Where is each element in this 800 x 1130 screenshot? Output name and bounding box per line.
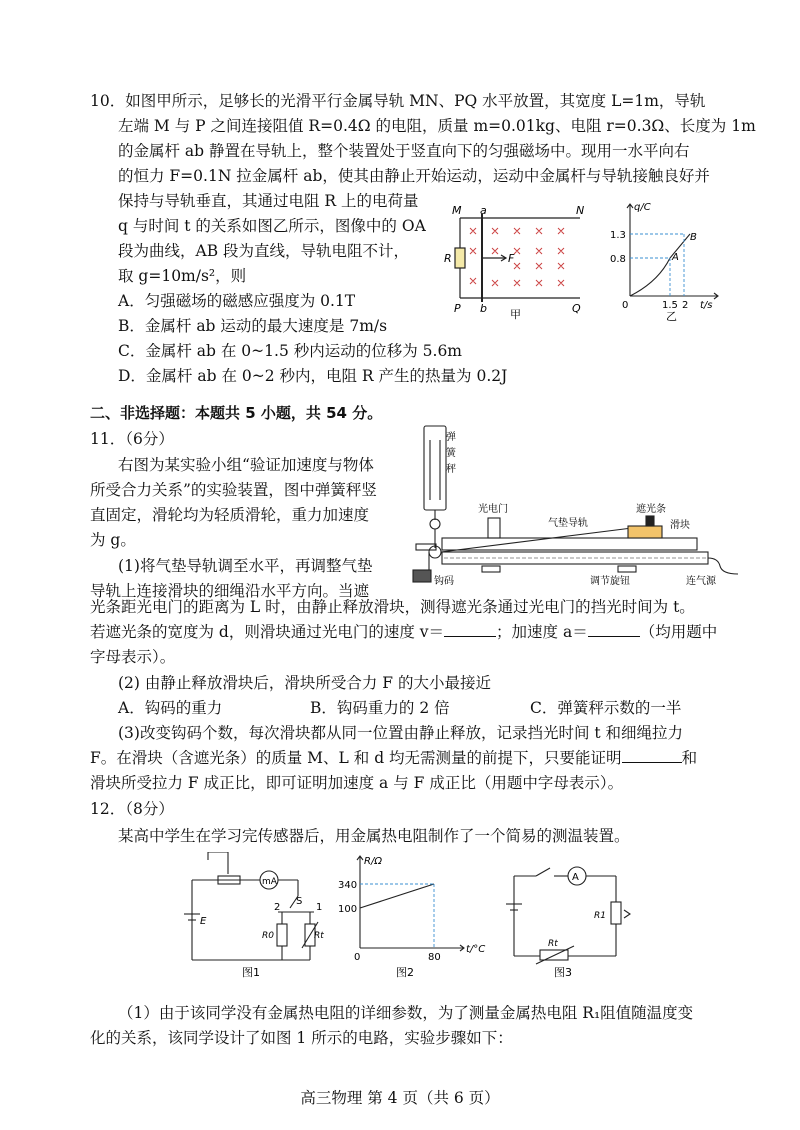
figure-jia: [440, 200, 600, 320]
q11-part-3a: (3)改变钩码个数，每次滑块都从同一位置由静止释放，记录挡光时间 t 和细绳拉力: [118, 724, 684, 742]
q11-option-c: C．弹簧秤示数的一半: [530, 699, 682, 717]
fig2-tick-80: 80: [428, 952, 441, 963]
q10-line-1: 10．如图甲所示，足够长的光滑平行金属导轨 MN、PQ 水平放置，其宽度 L=1m，导轨: [90, 92, 706, 110]
figure-3-circuit: [500, 852, 640, 982]
q11-line-2a: 若遮光条的宽度为 d，则滑块通过光电门的速度 v＝: [90, 623, 445, 641]
velocity-blank[interactable]: [444, 622, 496, 637]
q10-line-3: 的金属杆 ab 静置在导轨上，整个装置处于竖直向下的匀强磁场中。现用一水平向右: [118, 142, 690, 160]
fig2-tick-340: 340: [338, 880, 358, 891]
q11-line-2: [90, 621, 717, 643]
figure-air-track: [408, 420, 738, 592]
section-heading: 二、非选择题：本题共 5 小题，共 54 分。: [90, 404, 383, 422]
label-S: S: [296, 896, 303, 907]
label-knob: 调节旋钮: [590, 576, 630, 587]
q11-head: 11．（6分）: [90, 430, 174, 448]
yi-ylabel: q/C: [634, 202, 651, 213]
caption-fig2: 图2: [396, 966, 414, 979]
q11-option-a: A．钩码的重力: [118, 699, 223, 717]
label-Q: Q: [572, 302, 581, 315]
label-strip: 遮光条: [636, 504, 666, 515]
label-2: 2: [274, 902, 281, 913]
q12-part-1a: （1）由于该同学没有金属热电阻的详细参数，为了测量金属热电阻 R₁阻值随温度变: [118, 1004, 694, 1022]
q11-option-b: B．钩码重力的 2 倍: [310, 699, 450, 717]
label-P: P: [454, 302, 461, 315]
fig3-label-Rt: Rt: [548, 939, 558, 949]
q12-intro: 某高中学生在学习完传感器后，用金属热电阻制作了一个简易的测温装置。: [118, 827, 630, 845]
yi-point-B: B: [690, 232, 697, 243]
q11-intro-4: 为 g。: [90, 531, 136, 549]
figure-2-graph: [334, 852, 504, 982]
q11-part-3b1: F。在滑块（含遮光条）的质量 M、L 和 d 均无需测量的前提下，只要能证明: [90, 749, 622, 767]
label-weight: 钩码: [434, 576, 454, 587]
yi-tick-x2: 2: [682, 300, 689, 311]
fig2-ylabel: R/Ω: [364, 856, 382, 867]
q10-line-6: q 与时间 t 的关系如图乙所示，图像中的 OA: [118, 217, 426, 235]
q11-line-2c: （均用题中: [639, 623, 718, 641]
q11-part-3b: [90, 747, 697, 769]
q11-part-3b2: 和: [681, 749, 698, 767]
caption-fig1: 图1: [242, 966, 260, 979]
label-Rt: Rt: [314, 931, 324, 941]
q11-intro-3: 直固定，滑轮均为轻质滑轮，重力加速度: [90, 506, 370, 524]
q10-line-7: 段为曲线，AB 段为直线，导轨电阻不计，: [118, 242, 410, 260]
label-gate: 光电门: [478, 504, 508, 515]
label-spring-3: 秤: [446, 464, 456, 475]
yi-tick-y1: 1.3: [610, 230, 626, 241]
q11-part-3c: 滑块所受拉力 F 成正比，即可证明加速度 a 与 F 成正比（用题中字母表示）。: [90, 774, 624, 792]
proof-blank[interactable]: [622, 748, 682, 763]
label-E: E: [200, 916, 207, 927]
label-N: N: [576, 204, 585, 217]
label-slider: 滑块: [670, 520, 690, 531]
label-R: R: [444, 252, 452, 265]
caption-jia: 甲: [510, 308, 521, 320]
fig2-xlabel: t/°C: [466, 944, 486, 955]
caption-fig3: 图3: [554, 966, 572, 979]
q11-intro-5: (1)将气垫导轨调至水平，再调整气垫: [118, 557, 373, 575]
q11-intro-1: 右图为某实验小组“验证加速度与物体: [118, 456, 374, 474]
yi-origin: 0: [622, 300, 629, 311]
q10-line-8: 取 g=10m/s²，则: [118, 267, 247, 285]
q10-option-c: C．金属杆 ab 在 0~1.5 秒内运动的位移为 5.6m: [118, 342, 463, 360]
q12-part-1b: 化的关系，该同学设计了如图 1 所示的电路，实验步骤如下：: [90, 1029, 513, 1047]
label-F: F: [508, 252, 515, 265]
q11-line-3: 字母表示）。: [90, 648, 176, 666]
fig3-ammeter: A: [572, 872, 579, 883]
caption-yi: 乙: [666, 310, 677, 322]
q10-line-4: 的恒力 F=0.1N 拉金属杆 ab，使其由静止开始运动，运动中金属杆与导轨接触良好并: [118, 167, 710, 185]
label-spring-2: 簧: [446, 448, 456, 459]
figure-1-circuit: [178, 852, 328, 982]
fig2-origin: 0: [354, 952, 361, 963]
q10-line-2: 左端 M 与 P 之间连接阻值 R=0.4Ω 的电阻，质量 m=0.01kg、电阻 r=0.3Ω、长度为 1m: [118, 117, 756, 135]
label-spring-1: 弹: [446, 432, 456, 443]
q11-intro-2: 所受合力关系”的实验装置，图中弹簧秤竖: [90, 481, 377, 499]
yi-xlabel: t/s: [700, 300, 713, 311]
label-air: 连气源: [686, 576, 716, 587]
q11-line-1: 光条距光电门的距离为 L 时，由静止释放滑块，测得遮光条通过光电门的挡光时间为 t。: [90, 598, 695, 616]
figure-yi: [610, 198, 725, 322]
fig3-label-R1: R1: [594, 911, 606, 921]
label-mA: mA: [262, 877, 277, 887]
q12-head: 12．（8分）: [90, 800, 174, 818]
label-R0: R0: [262, 931, 274, 941]
label-b: b: [480, 302, 487, 315]
page-footer: 高三物理 第 4 页（共 6 页）: [300, 1089, 500, 1107]
label-track: 气垫导轨: [548, 518, 588, 529]
q11-intro-6: 导轨上连接滑块的细绳沿水平方向。当遮: [90, 582, 370, 600]
yi-tick-x1: 1.5: [662, 300, 678, 311]
yi-point-A: A: [672, 252, 679, 263]
q11-line-2b: ；加速度 a＝: [496, 623, 588, 641]
yi-tick-y2: 0.8: [610, 254, 626, 265]
q10-line-5: 保持与导轨垂直，其通过电阻 R 上的电荷量: [118, 192, 419, 210]
label-1: 1: [316, 902, 323, 913]
q10-option-b: B．金属杆 ab 运动的最大速度是 7m/s: [118, 317, 388, 335]
q10-option-d: D．金属杆 ab 在 0~2 秒内，电阻 R 产生的热量为 0.2J: [118, 367, 508, 385]
label-a: a: [480, 204, 487, 217]
label-M: M: [452, 204, 462, 217]
fig2-tick-100: 100: [338, 904, 358, 915]
q10-option-a: A．匀强磁场的磁感应强度为 0.1T: [118, 292, 356, 310]
q11-part-2: (2) 由静止释放滑块后，滑块所受合力 F 的大小最接近: [118, 674, 491, 692]
acceleration-blank[interactable]: [588, 622, 640, 637]
